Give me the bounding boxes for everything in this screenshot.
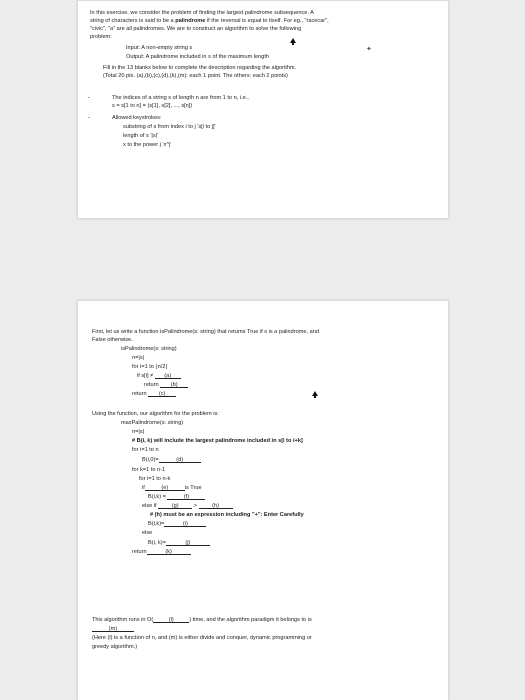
input-spec: Input: A non-empty string s [126, 45, 193, 51]
code-line: n=|s| [132, 429, 145, 435]
code-line: B(i,0)= (d) [142, 457, 201, 465]
code-line: B(i,k)= (i) [148, 521, 206, 529]
keystroke-power: x to the power j 'x^j' [123, 142, 172, 148]
code-line: return (b) [144, 382, 188, 390]
code-line: if (e) is True [142, 485, 202, 491]
code-line: for i=1 to n [132, 447, 159, 453]
sparkle-icon: ✦ [366, 46, 372, 53]
code-comment: # (h) must be an expression including "+": Enter Carefully [150, 512, 304, 518]
code-line: return (c) [132, 391, 176, 399]
blank-m[interactable]: (m) [92, 626, 134, 632]
blank-f[interactable]: (f) [167, 494, 205, 500]
blank-b[interactable]: (b) [160, 382, 188, 388]
cursor-arrow-icon [290, 38, 296, 43]
bullet-dash-icon: - [88, 115, 90, 121]
code-line: B(i,k) = (f) [148, 494, 205, 502]
blank-k[interactable]: (k) [147, 549, 191, 555]
fill-instructions: Fill in the 13 blanks below to complete the description regarding the algorithm. [103, 65, 297, 71]
document-page-1 [77, 0, 449, 219]
blank-j[interactable]: (j) [166, 540, 210, 546]
maxpalindrome-signature: maxPalindrome(s: string) [121, 420, 184, 426]
blank-e[interactable]: (e) [145, 485, 185, 491]
blank-l[interactable]: (l) [153, 617, 189, 623]
using-line: Using the function, our algorithm for the problem is: [92, 411, 219, 417]
code-line: n=|s| [132, 355, 145, 361]
para-line-2: False otherwise. [92, 337, 133, 343]
intro-line-2: string of characters is said to be a palindrome if the reversal is equal to itself. For eg., "racecar", [90, 18, 329, 24]
code-line: B(i, k)= (j) [148, 540, 210, 548]
palindrome-term: palindrome [175, 18, 206, 24]
code-comment: # B(i, k) will include the largest palindrome included in s[i to i+k] [132, 438, 303, 444]
bullet2-line-1: Allowed keystrokes: [112, 115, 162, 121]
blank-d[interactable]: (d) [159, 457, 201, 463]
code-line: for k=1 to n-1 [132, 467, 166, 473]
output-spec: Output: A palindrome included in s of the maximum length [126, 54, 270, 60]
code-line: else if (g) > (h) [142, 503, 233, 511]
document-page-2 [77, 300, 449, 700]
code-line: if s[i] ≠ (a) [137, 373, 181, 381]
code-line: for i=1 to ⌊n/2⌋ [132, 364, 168, 370]
intro-line-4: problem: [90, 34, 112, 40]
points-note: (Total 20 pts. (a),(b),(c),(d),(k),(m): each 1 point. The others: each 2 points) [103, 73, 288, 79]
ispalindrome-signature: isPalindrome(s: string) [121, 346, 177, 352]
intro-line-1: In this exercise, we consider the problem of finding the largest palindrome subsequence. A [90, 10, 314, 16]
blank-i[interactable]: (i) [164, 521, 206, 527]
code-line: return (k) [132, 549, 191, 557]
keystroke-substring: substring of s from index i to j 's[i to j]' [123, 124, 216, 130]
bullet1-line-2: s = s[1 to n] = (s[1], s[2], ..., s[n]) [112, 103, 193, 109]
blank-g[interactable]: (g) [158, 503, 192, 509]
blank-c[interactable]: (c) [148, 391, 176, 397]
para-line-1: First, let us write a function isPalindrome(s: string) that returns True if s is a palindrome, and [92, 329, 319, 335]
bullet1-line-1: The indices of a string s of length n are from 1 to n, i.e., [112, 95, 249, 101]
note-line-2: greedy algorithm.) [92, 644, 138, 650]
blank-a[interactable]: (a) [155, 373, 181, 379]
keystroke-length: length of s '|s|' [123, 133, 159, 139]
bullet-dash-icon: - [88, 95, 90, 101]
runtime-line: This algorithm runs in O( (l) ) time, and the algorithm paradigm it belongs to is [92, 617, 312, 623]
blank-h[interactable]: (h) [199, 503, 233, 509]
code-line: for i=1 to n-k [139, 476, 171, 482]
code-line: else [142, 530, 153, 536]
intro-line-3: "civic", "a" are all palindromes. We are to construct an algorithm to solve the following [90, 26, 302, 32]
cursor-arrow-icon [312, 391, 318, 396]
note-line-1: (Here (l) is a function of n, and (m) is either divide and conquer, dynamic programming or [92, 635, 312, 641]
paradigm-line [92, 626, 134, 634]
